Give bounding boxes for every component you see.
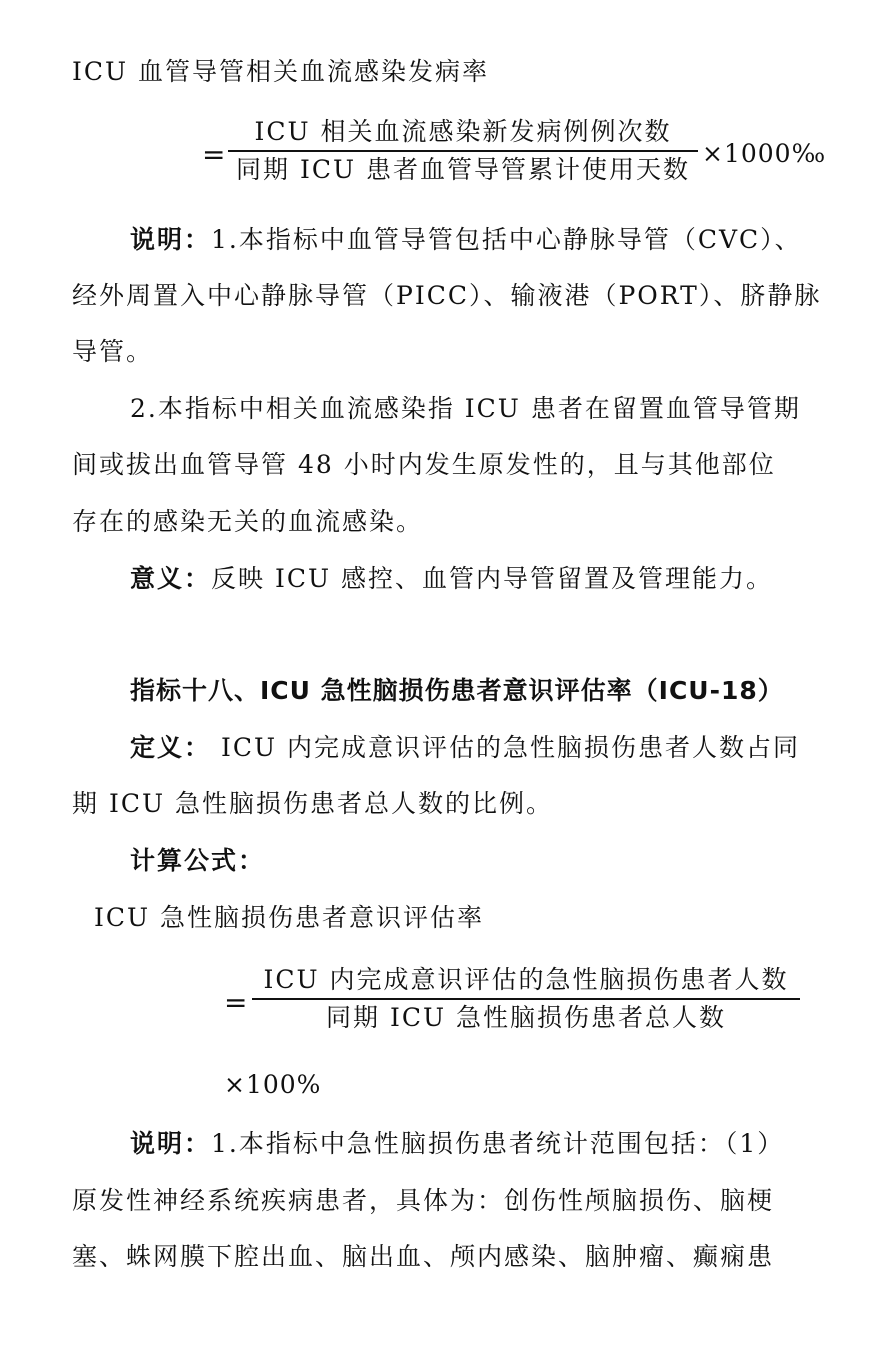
note-label: 说明： [130, 1129, 212, 1158]
meaning-label: 意义： [130, 564, 212, 593]
multiplier: ×100% [224, 1070, 322, 1099]
note-line: 存在的感染无关的血流感染。 [72, 507, 424, 536]
definition-line [130, 730, 824, 766]
note-line [130, 1126, 824, 1162]
meaning-line [130, 561, 824, 597]
note-line: 导管。 [72, 337, 154, 366]
note-text: 1.本指标中血管导管包括中心静脉导管（CVC）、 [211, 225, 802, 254]
note-text: 1.本指标中急性脑损伤患者统计范围包括：（1） [211, 1129, 785, 1158]
multiplier: ×1000‰ [702, 139, 827, 168]
definition-line: 期 ICU 急性脑损伤患者总人数的比例。 [72, 789, 553, 818]
formula-label-consciousness: ICU 急性脑损伤患者意识评估率 [94, 903, 485, 932]
note-line: 经外周置入中心静脉导管（PICC）、输液港（PORT）、脐静脉 [72, 281, 822, 310]
equals-sign: = [202, 138, 226, 171]
note-line: 塞、蛛网膜下腔出血、脑出血、颅内感染、脑肿瘤、癫痫患 [72, 1242, 775, 1271]
meaning-text: 反映 ICU 感控、血管内导管留置及管理能力。 [211, 564, 773, 593]
note-line: 原发性神经系统疾病患者，具体为：创伤性颅脑损伤、脑梗 [72, 1186, 775, 1215]
note-line [130, 222, 824, 258]
numerator: ICU 相关血流感染新发病例例次数 [254, 117, 672, 146]
denominator: 同期 ICU 患者血管导管累计使用天数 [236, 155, 690, 184]
note-line: 2.本指标中相关血流感染指 ICU 患者在留置血管导管期 [130, 394, 801, 423]
note-line: 间或拔出血管导管 48 小时内发生原发性的，且与其他部位 [72, 450, 776, 479]
calc-label: 计算公式： [130, 846, 266, 875]
note-label: 说明： [130, 225, 212, 254]
denominator: 同期 ICU 急性脑损伤患者总人数 [326, 1003, 726, 1032]
fraction [228, 114, 698, 188]
equals-sign: = [224, 986, 248, 1019]
fraction [252, 962, 800, 1036]
definition-text: ICU 内完成意识评估的急性脑损伤患者人数占同 [211, 733, 800, 762]
numerator: ICU 内完成意识评估的急性脑损伤患者人数 [263, 965, 789, 994]
section-heading: 指标十八、ICU 急性脑损伤患者意识评估率（ICU-18） [130, 676, 784, 705]
definition-label: 定义： [130, 733, 212, 762]
formula-label-bsi: ICU 血管导管相关血流感染发病率 [72, 57, 490, 86]
